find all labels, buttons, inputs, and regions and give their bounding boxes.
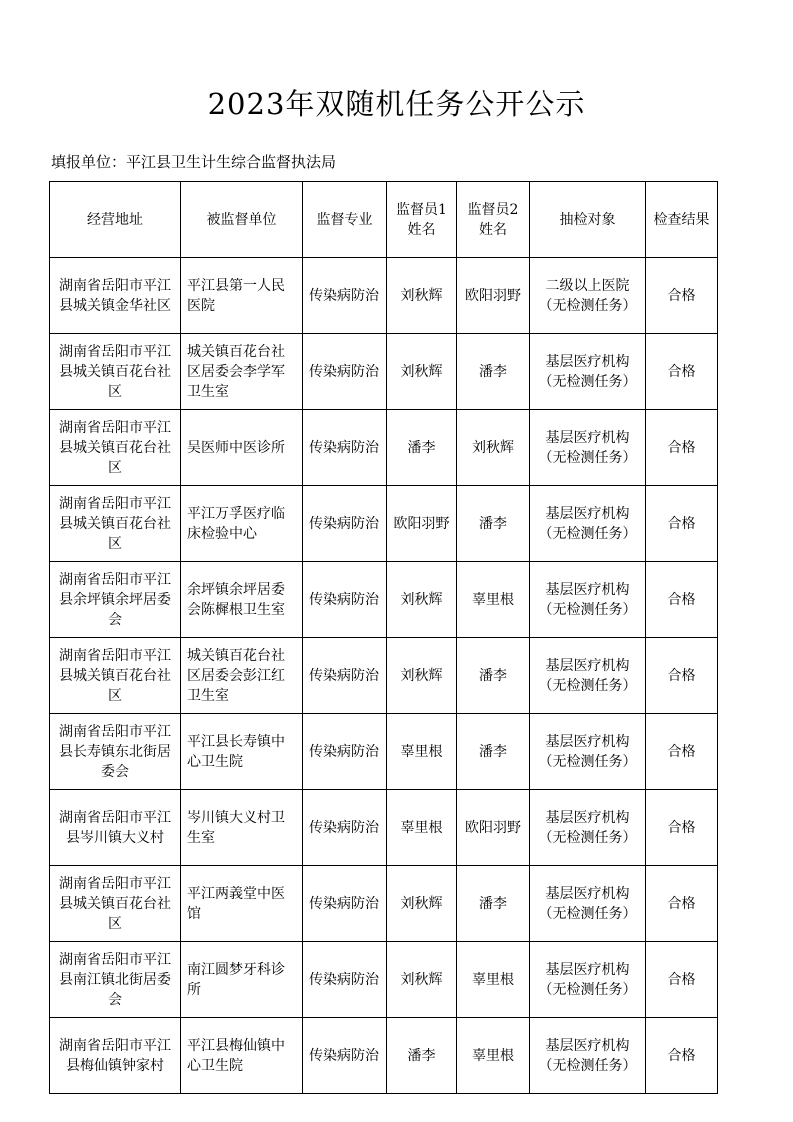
cell-result: 合格 bbox=[646, 334, 718, 410]
table-row bbox=[50, 790, 718, 866]
cell-specialty: 传染病防治 bbox=[303, 866, 387, 942]
page-title: 2023年双随机任务公开公示 bbox=[207, 87, 586, 121]
table-row bbox=[50, 410, 718, 486]
cell-inspector2: 潘李 bbox=[457, 638, 530, 714]
cell-specialty: 传染病防治 bbox=[303, 1018, 387, 1094]
cell-unit: 平江县长寿镇中心卫生院 bbox=[181, 714, 303, 790]
table-row bbox=[50, 942, 718, 1018]
cell-specialty: 传染病防治 bbox=[303, 334, 387, 410]
cell-address: 湖南省岳阳市平江县南江镇北街居委会 bbox=[50, 942, 181, 1018]
cell-result: 合格 bbox=[646, 410, 718, 486]
cell-inspector2: 刘秋辉 bbox=[457, 410, 530, 486]
cell-address: 湖南省岳阳市平江县城关镇金华社区 bbox=[50, 258, 181, 334]
table-row bbox=[50, 562, 718, 638]
cell-result: 合格 bbox=[646, 638, 718, 714]
cell-inspector1: 刘秋辉 bbox=[387, 334, 457, 410]
table-row bbox=[50, 486, 718, 562]
cell-unit: 平江两義堂中医馆 bbox=[181, 866, 303, 942]
header-inspector2: 监督员2姓名 bbox=[457, 182, 530, 258]
cell-address: 湖南省岳阳市平江县余坪镇余坪居委会 bbox=[50, 562, 181, 638]
cell-specialty: 传染病防治 bbox=[303, 258, 387, 334]
cell-target: 基层医疗机构（无检测任务） bbox=[530, 790, 646, 866]
cell-address: 湖南省岳阳市平江县城关镇百花台社区 bbox=[50, 410, 181, 486]
cell-inspector1: 辜里根 bbox=[387, 790, 457, 866]
cell-unit: 平江县梅仙镇中心卫生院 bbox=[181, 1018, 303, 1094]
cell-inspector1: 刘秋辉 bbox=[387, 942, 457, 1018]
cell-unit: 吴医师中医诊所 bbox=[181, 410, 303, 486]
cell-target: 二级以上医院（无检测任务） bbox=[530, 258, 646, 334]
cell-unit: 城关镇百花台社区居委会彭江红卫生室 bbox=[181, 638, 303, 714]
cell-specialty: 传染病防治 bbox=[303, 942, 387, 1018]
filler-unit: 填报单位：平江县卫生计生综合监督执法局 bbox=[51, 153, 337, 171]
cell-result: 合格 bbox=[646, 942, 718, 1018]
cell-result: 合格 bbox=[646, 1018, 718, 1094]
cell-inspector2: 潘李 bbox=[457, 714, 530, 790]
cell-target: 基层医疗机构（无检测任务） bbox=[530, 334, 646, 410]
cell-unit: 南江圆梦牙科诊所 bbox=[181, 942, 303, 1018]
header-row bbox=[50, 182, 718, 258]
table-row bbox=[50, 714, 718, 790]
cell-unit: 平江万孚医疗临床检验中心 bbox=[181, 486, 303, 562]
cell-inspector2: 潘李 bbox=[457, 486, 530, 562]
cell-inspector1: 刘秋辉 bbox=[387, 866, 457, 942]
cell-target: 基层医疗机构（无检测任务） bbox=[530, 410, 646, 486]
cell-result: 合格 bbox=[646, 562, 718, 638]
cell-target: 基层医疗机构（无检测任务） bbox=[530, 942, 646, 1018]
table-row bbox=[50, 866, 718, 942]
cell-inspector1: 欧阳羽野 bbox=[387, 486, 457, 562]
cell-inspector1: 刘秋辉 bbox=[387, 258, 457, 334]
cell-address: 湖南省岳阳市平江县岑川镇大义村 bbox=[50, 790, 181, 866]
cell-specialty: 传染病防治 bbox=[303, 790, 387, 866]
cell-result: 合格 bbox=[646, 790, 718, 866]
cell-unit: 余坪镇余坪居委会陈樨根卫生室 bbox=[181, 562, 303, 638]
table-row bbox=[50, 1018, 718, 1094]
cell-result: 合格 bbox=[646, 714, 718, 790]
cell-address: 湖南省岳阳市平江县城关镇百花台社区 bbox=[50, 486, 181, 562]
table-row bbox=[50, 638, 718, 714]
cell-inspector2: 辜里根 bbox=[457, 562, 530, 638]
cell-target: 基层医疗机构（无检测任务） bbox=[530, 486, 646, 562]
cell-target: 基层医疗机构（无检测任务） bbox=[530, 1018, 646, 1094]
inspection-table bbox=[49, 181, 718, 1094]
cell-inspector1: 潘李 bbox=[387, 410, 457, 486]
table-body bbox=[50, 258, 718, 1094]
cell-address: 湖南省岳阳市平江县梅仙镇钟家村 bbox=[50, 1018, 181, 1094]
cell-inspector2: 辜里根 bbox=[457, 1018, 530, 1094]
cell-address: 湖南省岳阳市平江县城关镇百花台社区 bbox=[50, 334, 181, 410]
cell-unit: 平江县第一人民医院 bbox=[181, 258, 303, 334]
cell-inspector1: 辜里根 bbox=[387, 714, 457, 790]
cell-inspector2: 辜里根 bbox=[457, 942, 530, 1018]
cell-inspector2: 欧阳羽野 bbox=[457, 790, 530, 866]
cell-inspector1: 刘秋辉 bbox=[387, 562, 457, 638]
cell-result: 合格 bbox=[646, 486, 718, 562]
cell-result: 合格 bbox=[646, 866, 718, 942]
header-specialty: 监督专业 bbox=[303, 182, 387, 258]
header-result: 检查结果 bbox=[646, 182, 718, 258]
cell-target: 基层医疗机构（无检测任务） bbox=[530, 866, 646, 942]
cell-address: 湖南省岳阳市平江县长寿镇东北街居委会 bbox=[50, 714, 181, 790]
cell-address: 湖南省岳阳市平江县城关镇百花台社区 bbox=[50, 638, 181, 714]
cell-specialty: 传染病防治 bbox=[303, 714, 387, 790]
cell-specialty: 传染病防治 bbox=[303, 562, 387, 638]
cell-target: 基层医疗机构（无检测任务） bbox=[530, 638, 646, 714]
cell-specialty: 传染病防治 bbox=[303, 410, 387, 486]
header-target: 抽检对象 bbox=[530, 182, 646, 258]
header-inspector1: 监督员1姓名 bbox=[387, 182, 457, 258]
cell-unit: 岑川镇大义村卫生室 bbox=[181, 790, 303, 866]
header-address: 经营地址 bbox=[50, 182, 181, 258]
cell-inspector2: 潘李 bbox=[457, 334, 530, 410]
cell-unit: 城关镇百花台社区居委会李学军卫生室 bbox=[181, 334, 303, 410]
cell-inspector1: 潘李 bbox=[387, 1018, 457, 1094]
cell-result: 合格 bbox=[646, 258, 718, 334]
cell-target: 基层医疗机构（无检测任务） bbox=[530, 714, 646, 790]
cell-specialty: 传染病防治 bbox=[303, 638, 387, 714]
cell-specialty: 传染病防治 bbox=[303, 486, 387, 562]
cell-inspector1: 刘秋辉 bbox=[387, 638, 457, 714]
table-row bbox=[50, 334, 718, 410]
cell-inspector2: 潘李 bbox=[457, 866, 530, 942]
header-unit: 被监督单位 bbox=[181, 182, 303, 258]
table-row bbox=[50, 258, 718, 334]
cell-address: 湖南省岳阳市平江县城关镇百花台社区 bbox=[50, 866, 181, 942]
cell-target: 基层医疗机构（无检测任务） bbox=[530, 562, 646, 638]
cell-inspector2: 欧阳羽野 bbox=[457, 258, 530, 334]
